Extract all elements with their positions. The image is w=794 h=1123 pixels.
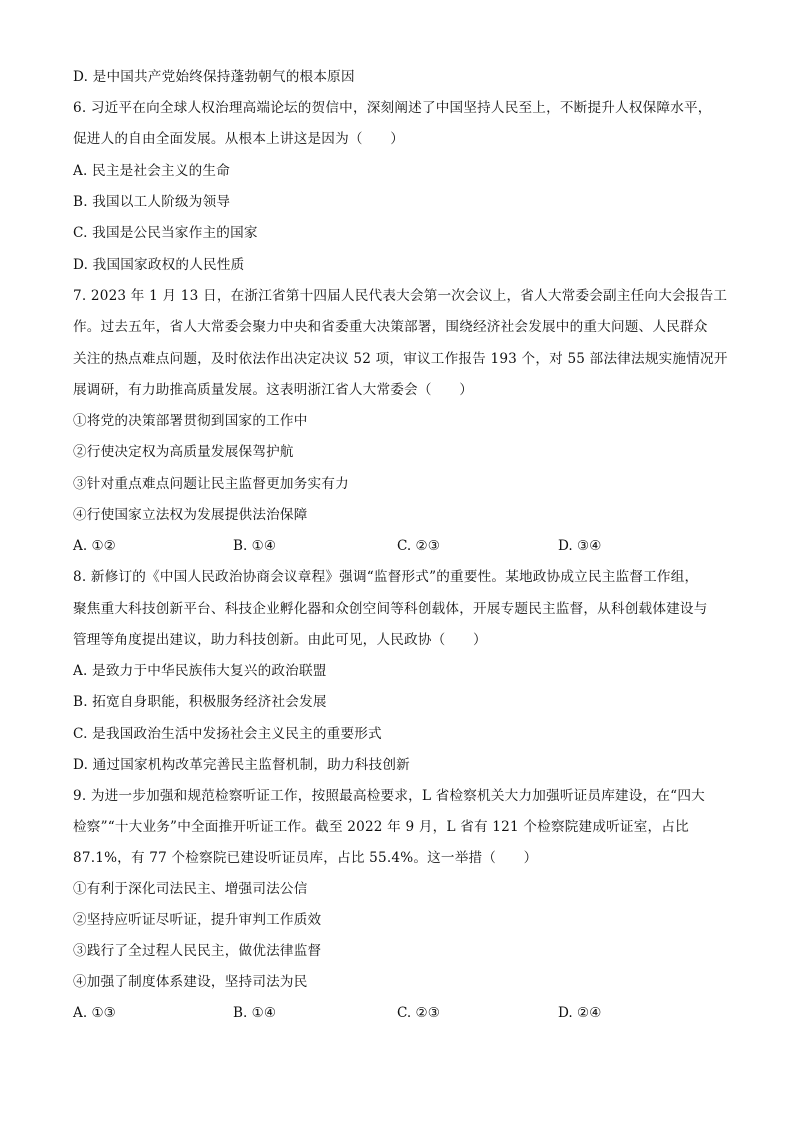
- q9-stem-line-1: 9. 为进一步加强和规范检察听证工作，按照最高检要求，L 省检察机关大力加强听证员库建设，在“四大: [73, 788, 705, 804]
- q8-stem-line-1: 8. 新修订的《中国人民政治协商会议章程》强调“监督形式”的重要性。某地政协成立民主监督工作组，: [73, 569, 699, 585]
- q9-stem-line-3: 87.1%，有 77 个检察院已建设听证员库，占比 55.4%。这一举措（ ）: [73, 850, 538, 866]
- q6-option-a: A. 民主是社会主义的生命: [73, 163, 230, 179]
- q9-option-a: A. ①③: [73, 1005, 116, 1021]
- q8-option-a: A. 是致力于中华民族伟大复兴的政治联盟: [73, 663, 327, 679]
- q9-statement-4: ④加强了制度体系建设，坚持司法为民: [73, 974, 308, 990]
- q5-option-d: D. 是中国共产党始终保持蓬勃朝气的根本原因: [73, 69, 355, 85]
- q7-stem-line-3: 关注的热点难点问题，及时依法作出决定决议 52 项，审议工作报告 193 个，对 55 部法律法规实施情况开: [73, 351, 728, 367]
- q6-option-c: C. 我国是公民当家作主的国家: [73, 225, 258, 241]
- q6-option-b: B. 我国以工人阶级为领导: [73, 194, 231, 210]
- q8-option-c: C. 是我国政治生活中发扬社会主义民主的重要形式: [73, 726, 382, 742]
- q8-option-b: B. 拓宽自身职能，积极服务经济社会发展: [73, 694, 327, 710]
- q6-stem-line-1: 6. 习近平在向全球人权治理高端论坛的贺信中，深刻阐述了中国坚持人民至上，不断提升人权保障水平，: [73, 100, 712, 116]
- q7-option-d: D. ③④: [558, 538, 602, 554]
- q7-stem-line-4: 展调研，有力助推高质量发展。这表明浙江省人大常委会（ ）: [73, 382, 474, 398]
- q6-option-d: D. 我国国家政权的人民性质: [73, 257, 245, 273]
- q7-statement-2: ②行使决定权为高质量发展保驾护航: [73, 444, 294, 460]
- q8-stem-line-3: 管理等角度提出建议，助力科技创新。由此可见，人民政协（ ）: [73, 632, 487, 648]
- q7-option-c: C. ②③: [397, 538, 440, 554]
- q9-option-c: C. ②③: [397, 1005, 440, 1021]
- q8-stem-line-2: 聚焦重大科技创新平台、科技企业孵化器和众创空间等科创载体，开展专题民主监督，从科创载体建设与: [73, 601, 708, 617]
- q9-option-b: B. ①④: [233, 1005, 277, 1021]
- q7-option-b: B. ①④: [233, 538, 277, 554]
- q7-option-a: A. ①②: [73, 538, 116, 554]
- q9-stem-line-2: 检察”“十大业务”中全面推开听证工作。截至 2022 年 9 月，L 省有 121 个检察院建成听证室，占比: [73, 819, 689, 835]
- q7-statement-1: ①将党的决策部署贯彻到国家的工作中: [73, 413, 308, 429]
- q7-statement-3: ③针对重点难点问题让民主监督更加务实有力: [73, 476, 349, 492]
- q7-stem-line-2: 作。过去五年，省人大常委会聚力中央和省委重大决策部署，围绕经济社会发展中的重大问题、人民群众: [73, 319, 708, 335]
- q7-statement-4: ④行使国家立法权为发展提供法治保障: [73, 507, 308, 523]
- q6-stem-line-2: 促进人的自由全面发展。从根本上讲这是因为（ ）: [73, 131, 405, 147]
- q9-statement-3: ③践行了全过程人民民主，做优法律监督: [73, 943, 322, 959]
- q9-option-d: D. ②④: [558, 1005, 602, 1021]
- q8-option-d: D. 通过国家机构改革完善民主监督机制，助力科技创新: [73, 757, 410, 773]
- q7-stem-line-1: 7. 2023 年 1 月 13 日，在浙江省第十四届人民代表大会第一次会议上，省人大常委会副主任向大会报告工: [73, 288, 728, 304]
- q9-statement-2: ②坚持应听证尽听证，提升审判工作质效: [73, 912, 322, 928]
- q9-statement-1: ①有利于深化司法民主、增强司法公信: [73, 881, 308, 897]
